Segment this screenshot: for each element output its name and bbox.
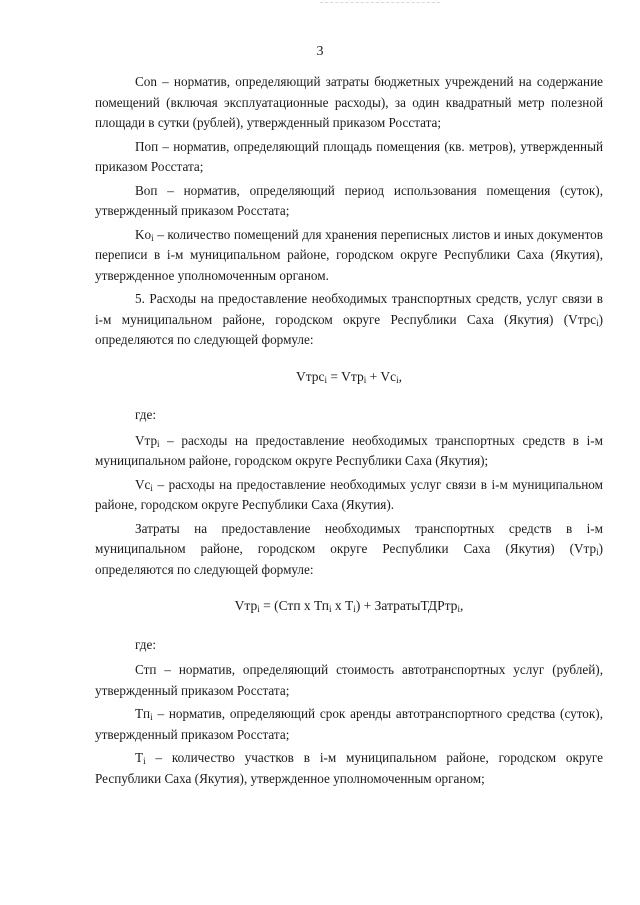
paragraph-transport-costs: [95, 519, 603, 581]
paragraph-pop: Пoп – норматив, определяющий площадь помещения (кв. метров), утвержденный приказом Росстата;: [95, 138, 603, 174]
formula-1-lhs: Vтрс: [295, 368, 325, 384]
transport-costs-text: Затраты на предоставление необходимых транспортных средств в i-м муниципальном районе, городском округе Республики Саха (Якутия) (Vтр: [95, 520, 603, 556]
symbol-ko-sub: i: [151, 232, 154, 243]
section-5-end: ) определяются по следующей формуле:: [95, 311, 603, 347]
formula-2-part-c-sub: i: [457, 604, 460, 614]
formula-1-term1-sub: i: [363, 374, 367, 385]
paragraph-tp: [95, 704, 603, 745]
paragraph-con: Con – норматив, определяющий затраты бюджетных учреждений на содержание помещений (включая эксплуатационные расходы), за один квадратный метр полезной площади в сутки (рублей), утвержденный приказом Росстата;: [95, 74, 603, 130]
formula-2-part-a-sub: i: [329, 604, 332, 614]
transport-costs-sub: i: [596, 547, 599, 557]
paragraph-ko: [95, 225, 603, 287]
formula-2-lhs: Vтр: [234, 598, 258, 613]
formula-1-term2: + Vc: [366, 368, 397, 384]
symbol-vtr: Vтр: [135, 432, 158, 448]
paragraph-bop: Boп – норматив, определяющий период использования помещения (суток), утвержденный приказом Росстата;: [95, 182, 603, 218]
paragraph-vc: [95, 475, 603, 516]
paragraph-t: [95, 748, 603, 789]
paragraph-section-5: [95, 289, 603, 351]
document-body: [95, 72, 603, 792]
formula-2-part-b-sub: i: [353, 604, 356, 614]
paragraph-stp: Стп – норматив, определяющий стоимость автотранспортных услуг (рублей), утвержденный приказом Росстата;: [95, 662, 603, 698]
where-label-2: где:: [135, 636, 156, 652]
page-number: 3: [316, 44, 324, 59]
symbol-tp: Tп: [135, 706, 151, 721]
formula-1-lhs-sub: i: [324, 374, 328, 385]
formula-2-part-b: х Т: [331, 598, 354, 613]
symbol-ko: Ko: [135, 226, 152, 242]
paragraph-tp-text: – норматив, определяющий срок аренды автотранспортного средства (суток), утвержденный приказом Росстата;: [95, 706, 603, 742]
formula-vtrs: [95, 367, 603, 388]
formula-2-part-a: = (Стп х Тп: [259, 598, 330, 613]
formula-2-end: ,: [459, 598, 464, 613]
section-5-text: 5. Расходы на предоставление необходимых транспортных средств, услуг связи в i-м муниципальном районе, городском округе Республики Саха (Якутия) (Vтрс: [95, 291, 603, 327]
scan-artifact: [320, 2, 440, 7]
where-label-1: где:: [135, 407, 156, 422]
section-5-sub: i: [596, 317, 599, 328]
formula-2-lhs-sub: i: [257, 604, 260, 614]
formula-1-end: ,: [398, 368, 403, 384]
paragraph-ko-text: – количество помещений для хранения переписных листов и иных документов переписи в i-м муниципальном районе, городском округе Республики Саха (Якутия), утвержденное уполномоченным органом.: [95, 226, 603, 283]
symbol-t-sub: i: [143, 756, 146, 766]
formula-1-term2-sub: i: [396, 374, 399, 385]
formula-2-part-c: ) + ЗатратыТДРтр: [355, 598, 458, 613]
symbol-vc: Vc: [135, 476, 151, 492]
formula-vtr: [95, 596, 603, 617]
paragraph-vtr-text: – расходы на предоставление необходимых транспортных средств в i-м муниципальном районе, городском округе Республики Саха (Якутия);: [95, 432, 603, 468]
paragraph-vtr: [95, 431, 603, 472]
symbol-t: T: [135, 750, 144, 765]
paragraph-t-text: – количество участков в i-м муниципальном районе, городском округе Республики Саха (Якутия), утвержденное уполномоченным органом;: [95, 750, 603, 786]
symbol-tp-sub: i: [150, 712, 153, 722]
paragraph-vc-text: – расходы на предоставление необходимых услуг связи в i-м муниципальном районе, городском округе Республики Саха (Якутия).: [95, 476, 603, 512]
transport-costs-end: ) определяются по следующей формуле:: [95, 541, 603, 577]
symbol-vtr-sub: i: [157, 438, 160, 449]
symbol-vc-sub: i: [150, 482, 153, 493]
formula-1-term1: = Vтр: [327, 368, 364, 384]
